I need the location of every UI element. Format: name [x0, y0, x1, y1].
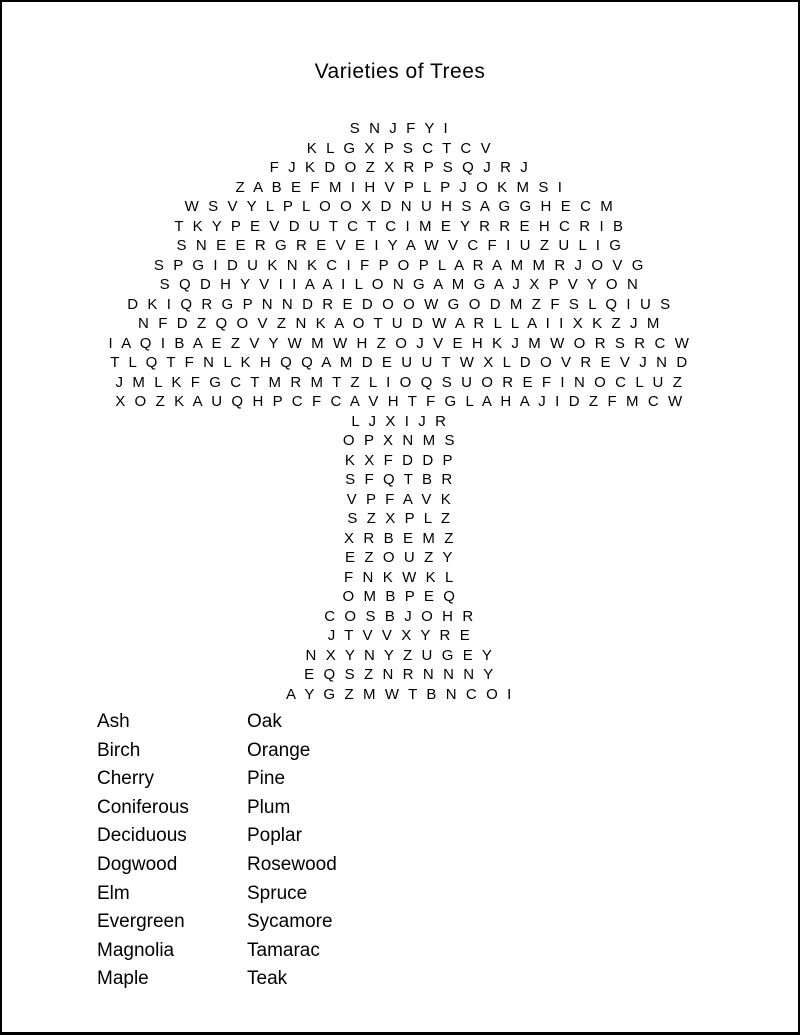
- grid-row: N X Y N Y Z U G E Y: [305, 646, 495, 664]
- word-list-item: Rosewood: [247, 853, 337, 875]
- grid-row: Z A B E F M I H V P L P J O K M S I: [235, 178, 565, 196]
- grid-row: F N K W K L: [344, 568, 456, 586]
- word-list-item: Evergreen: [97, 911, 185, 933]
- grid-row: J M L K F G C T M R M T Z L I O Q S U O R E F I N O C L U Z: [115, 373, 685, 391]
- grid-row: K L G X P S C T C V: [306, 139, 494, 157]
- grid-row: N F D Z Q O V Z N K A O T U D W A R L L A I I X K Z J M: [138, 315, 662, 332]
- word-list-item: Dogwood: [97, 853, 178, 875]
- word-list-item: Tamarac: [247, 939, 320, 961]
- grid-row: J T V V X Y R E: [327, 627, 473, 644]
- word-list-item: Poplar: [247, 825, 302, 847]
- grid-row: S Z X P L Z: [347, 510, 453, 527]
- word-list-item: Coniferous: [97, 796, 189, 818]
- grid-row: S N E E R G R E V E I Y A W V C F I U Z U L I G: [176, 237, 624, 254]
- grid-row: X R B E M Z: [344, 529, 456, 547]
- word-list-item: Cherry: [97, 768, 155, 790]
- grid-row: C O S B J O H R: [324, 607, 476, 625]
- grid-row: O M B P E Q: [342, 588, 458, 605]
- grid-row: A Y G Z M W T B N C O I: [286, 685, 514, 703]
- word-list-item: Pine: [247, 768, 286, 790]
- word-list-item: Plum: [247, 796, 291, 818]
- word-list-item: Magnolia: [97, 939, 175, 961]
- grid-row: T L Q T F N L K H Q Q A M D E U U T W X L D O V R E V J N D: [110, 354, 690, 371]
- grid-row: S N J F Y I: [349, 120, 451, 137]
- word-list-item: Sycamore: [247, 911, 333, 933]
- grid-row: E Q S Z N R N N N Y: [304, 666, 496, 683]
- word-list-column-2: [247, 708, 407, 994]
- grid-row: E Z O U Z Y: [344, 549, 455, 566]
- grid-row: S P G I D U K N K C I F P O P L A R A M M R J O V G: [153, 256, 647, 274]
- grid-row: I A Q I B A E Z V Y W M W H Z O J V E H K J M W O R S R C W: [108, 334, 692, 352]
- grid-row: F J K D O Z X R P S Q J R J: [269, 159, 531, 176]
- word-list-item: Maple: [97, 968, 149, 990]
- grid-row: O P X N M S: [342, 432, 458, 449]
- word-list-item: Teak: [247, 968, 288, 990]
- grid-row: D K I Q R G P N N D R E D O O W G O D M Z F S L Q I U S: [127, 295, 673, 313]
- grid-row: X O Z K A U Q H P C F C A V H T F G L A H A J I D Z F M C W: [115, 393, 685, 410]
- grid-row: K X F D D P: [344, 451, 456, 469]
- word-list-item: Oak: [247, 711, 282, 732]
- page-title: Varieties of Trees: [314, 60, 486, 83]
- word-list-item: Orange: [247, 739, 311, 761]
- word-list-item: Spruce: [247, 882, 308, 904]
- word-search-grid: [2, 119, 798, 704]
- word-list-item: Ash: [97, 711, 130, 732]
- word-list-item: Birch: [97, 739, 141, 761]
- grid-row: L J X I J R: [351, 412, 449, 430]
- word-list-item: Elm: [97, 882, 130, 904]
- grid-row: W S V Y L P L O O X D N U H S A G G H E C M: [184, 198, 616, 215]
- word-list-item: Deciduous: [97, 825, 187, 847]
- grid-row: S F Q T B R: [345, 471, 455, 488]
- word-list-column-1: [97, 708, 237, 994]
- grid-row: T K Y P E V D U T C T C I M E Y R R E H C R I B: [174, 217, 626, 235]
- grid-row: V P F A V K: [346, 490, 454, 508]
- grid-row: S Q D H Y V I I A A I L O N G A M G A J X P V Y O N: [159, 276, 641, 293]
